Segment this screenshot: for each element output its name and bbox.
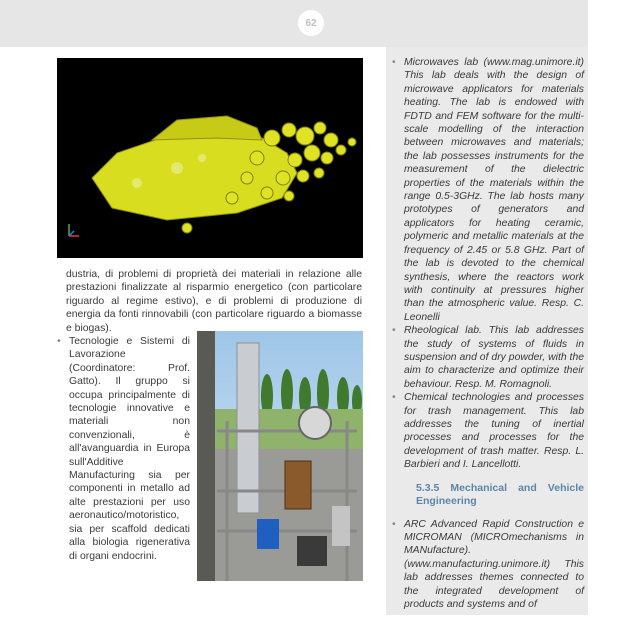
list-item-text: Chemical technologies and processes for trash management. This lab addresses the tuning of inertial processes and processes for the development of trash matter. Resp. L. Barbieri and I. Lancellotti. bbox=[404, 392, 584, 471]
bullet-dot-icon: • bbox=[392, 392, 396, 404]
header-bar bbox=[0, 0, 588, 47]
left-bullet-item bbox=[57, 335, 190, 563]
section-subheading: 5.3.5 Mechanical and Vehicle Engineering bbox=[416, 481, 584, 507]
lab-equipment-photo bbox=[197, 331, 363, 581]
left-bullet-text: Tecnologie e Sistemi di Lavorazione (Coordinatore: Prof. Gatto). Il gruppo si occupa principalmente di tecnologie innovative e materiali non convenzionali, è all'avanguardia in Europa sull'Additive Manufacturing sia per componenti in metallo ad alte prestazioni per uso aeronautico/motoristico, sia per scaffold dedicati alla biologia rigenerativa di organi endocrini. bbox=[69, 336, 190, 562]
bullet-dot-icon: • bbox=[392, 57, 396, 68]
list-item-text: Rheological lab. This lab addresses the study of systems of fluids in suspension and of dry powder, with the aim to characterize and optimize their behaviour. Resp. M. Romagnoli. bbox=[404, 325, 584, 390]
list-item bbox=[392, 56, 584, 324]
page-number: 62 bbox=[298, 10, 324, 36]
bullet-dot-icon: • bbox=[392, 518, 396, 530]
right-column-list bbox=[392, 56, 584, 611]
list-item bbox=[392, 391, 584, 471]
left-body-paragraph: dustria, di problemi di proprietà dei materiali in relazione alle prestazioni finalizzate al risparmio energetico (con particolare riguardo al regime estivo), e di problemi di produzione di energia da fonti rinnovabili (con particolare riguardo a biomasse e biogas). bbox=[66, 269, 362, 334]
car-simulation-image bbox=[57, 58, 363, 258]
bullet-dot-icon: • bbox=[392, 325, 396, 337]
bullet-dot-icon: • bbox=[57, 336, 61, 347]
list-item-text: Microwaves lab (www.mag.unimore.it) This lab deals with the design of microwave applicators for materials heating. The lab is endowed with FDTD and FEM software for the multi-scale modelling of the interaction between microwaves and materials; the lab possesses instruments for the measurement of the dielectric properties of the materials within the range 0.5-3GHz. The lab hosts many prototypes of generators and applicators for heating ceramic, polymeric and metallic materials at the frequency of 2.45 or 5.8 GHz. Part of the lab is devoted to the chemical synthesis, where the reactors work with continuity at pressures higher than the atmospheric value. Resp. C. Leonelli bbox=[404, 57, 584, 323]
list-item-text: ARC Advanced Rapid Construction e MICROMAN (MICROmechanisms in MANufacture). (www.manufacturing.unimore.it) This lab addresses themes connected to the integrated development of products and systems and of bbox=[404, 518, 584, 611]
list-item bbox=[392, 324, 584, 391]
list-item bbox=[392, 518, 584, 612]
